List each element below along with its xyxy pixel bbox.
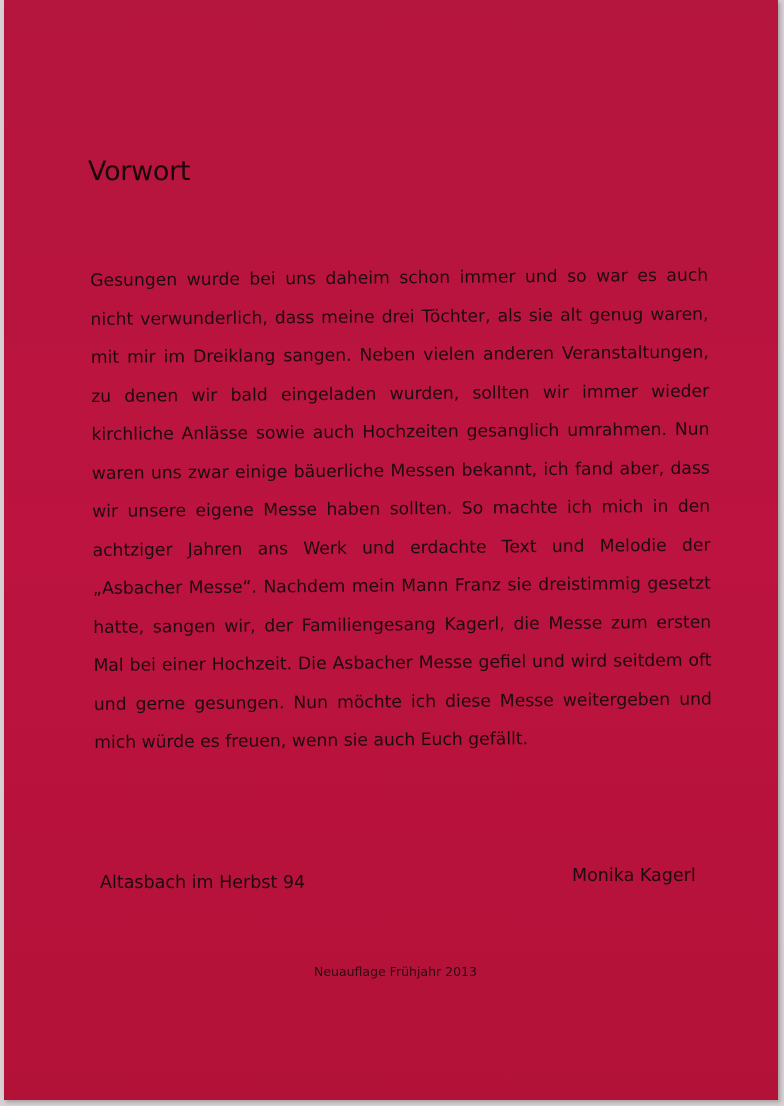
place-date: Altasbach im Herbst 94	[100, 873, 306, 893]
page-title: Vorwort	[88, 156, 191, 187]
foreword-text: Gesungen wurde bei uns daheim schon immer und so war es auch nicht verwunderlich, dass meine drei Töchter, als sie alt genug waren, mit mir im Dreiklang sangen. Neben vielen anderen Veranstaltungen, zu denen wir bald eingeladen wurden, sollten wir immer wieder kirchliche Anlässe sowie auch Hochzeiten gesanglich umrahmen. Nun waren uns zwar einige bäuerliche Messen bekannt, ich fand aber, dass wir unsere eigene Messe haben sollten. So machte ich mich in den achtziger Jahren ans Werk und erdachte Text und Melodie der „Asbacher Messe“. Nachdem mein Mann Franz sie dreistimmig gesetzt hatte, sangen wir, der Familiengesang Kagerl, die Messe zum ersten Mal bei einer Hochzeit. Die Asbacher Messe gefiel und wird seitdem oft und gerne gesungen. Nun möchte ich diese Messe weitergeben und mich würde es freuen, wenn sie auch Euch gefällt.	[90, 265, 712, 753]
edition-note: Neuauflage Frühjahr 2013	[314, 964, 477, 979]
author-signature: Monika Kagerl	[572, 866, 696, 886]
document-page	[4, 0, 778, 1100]
